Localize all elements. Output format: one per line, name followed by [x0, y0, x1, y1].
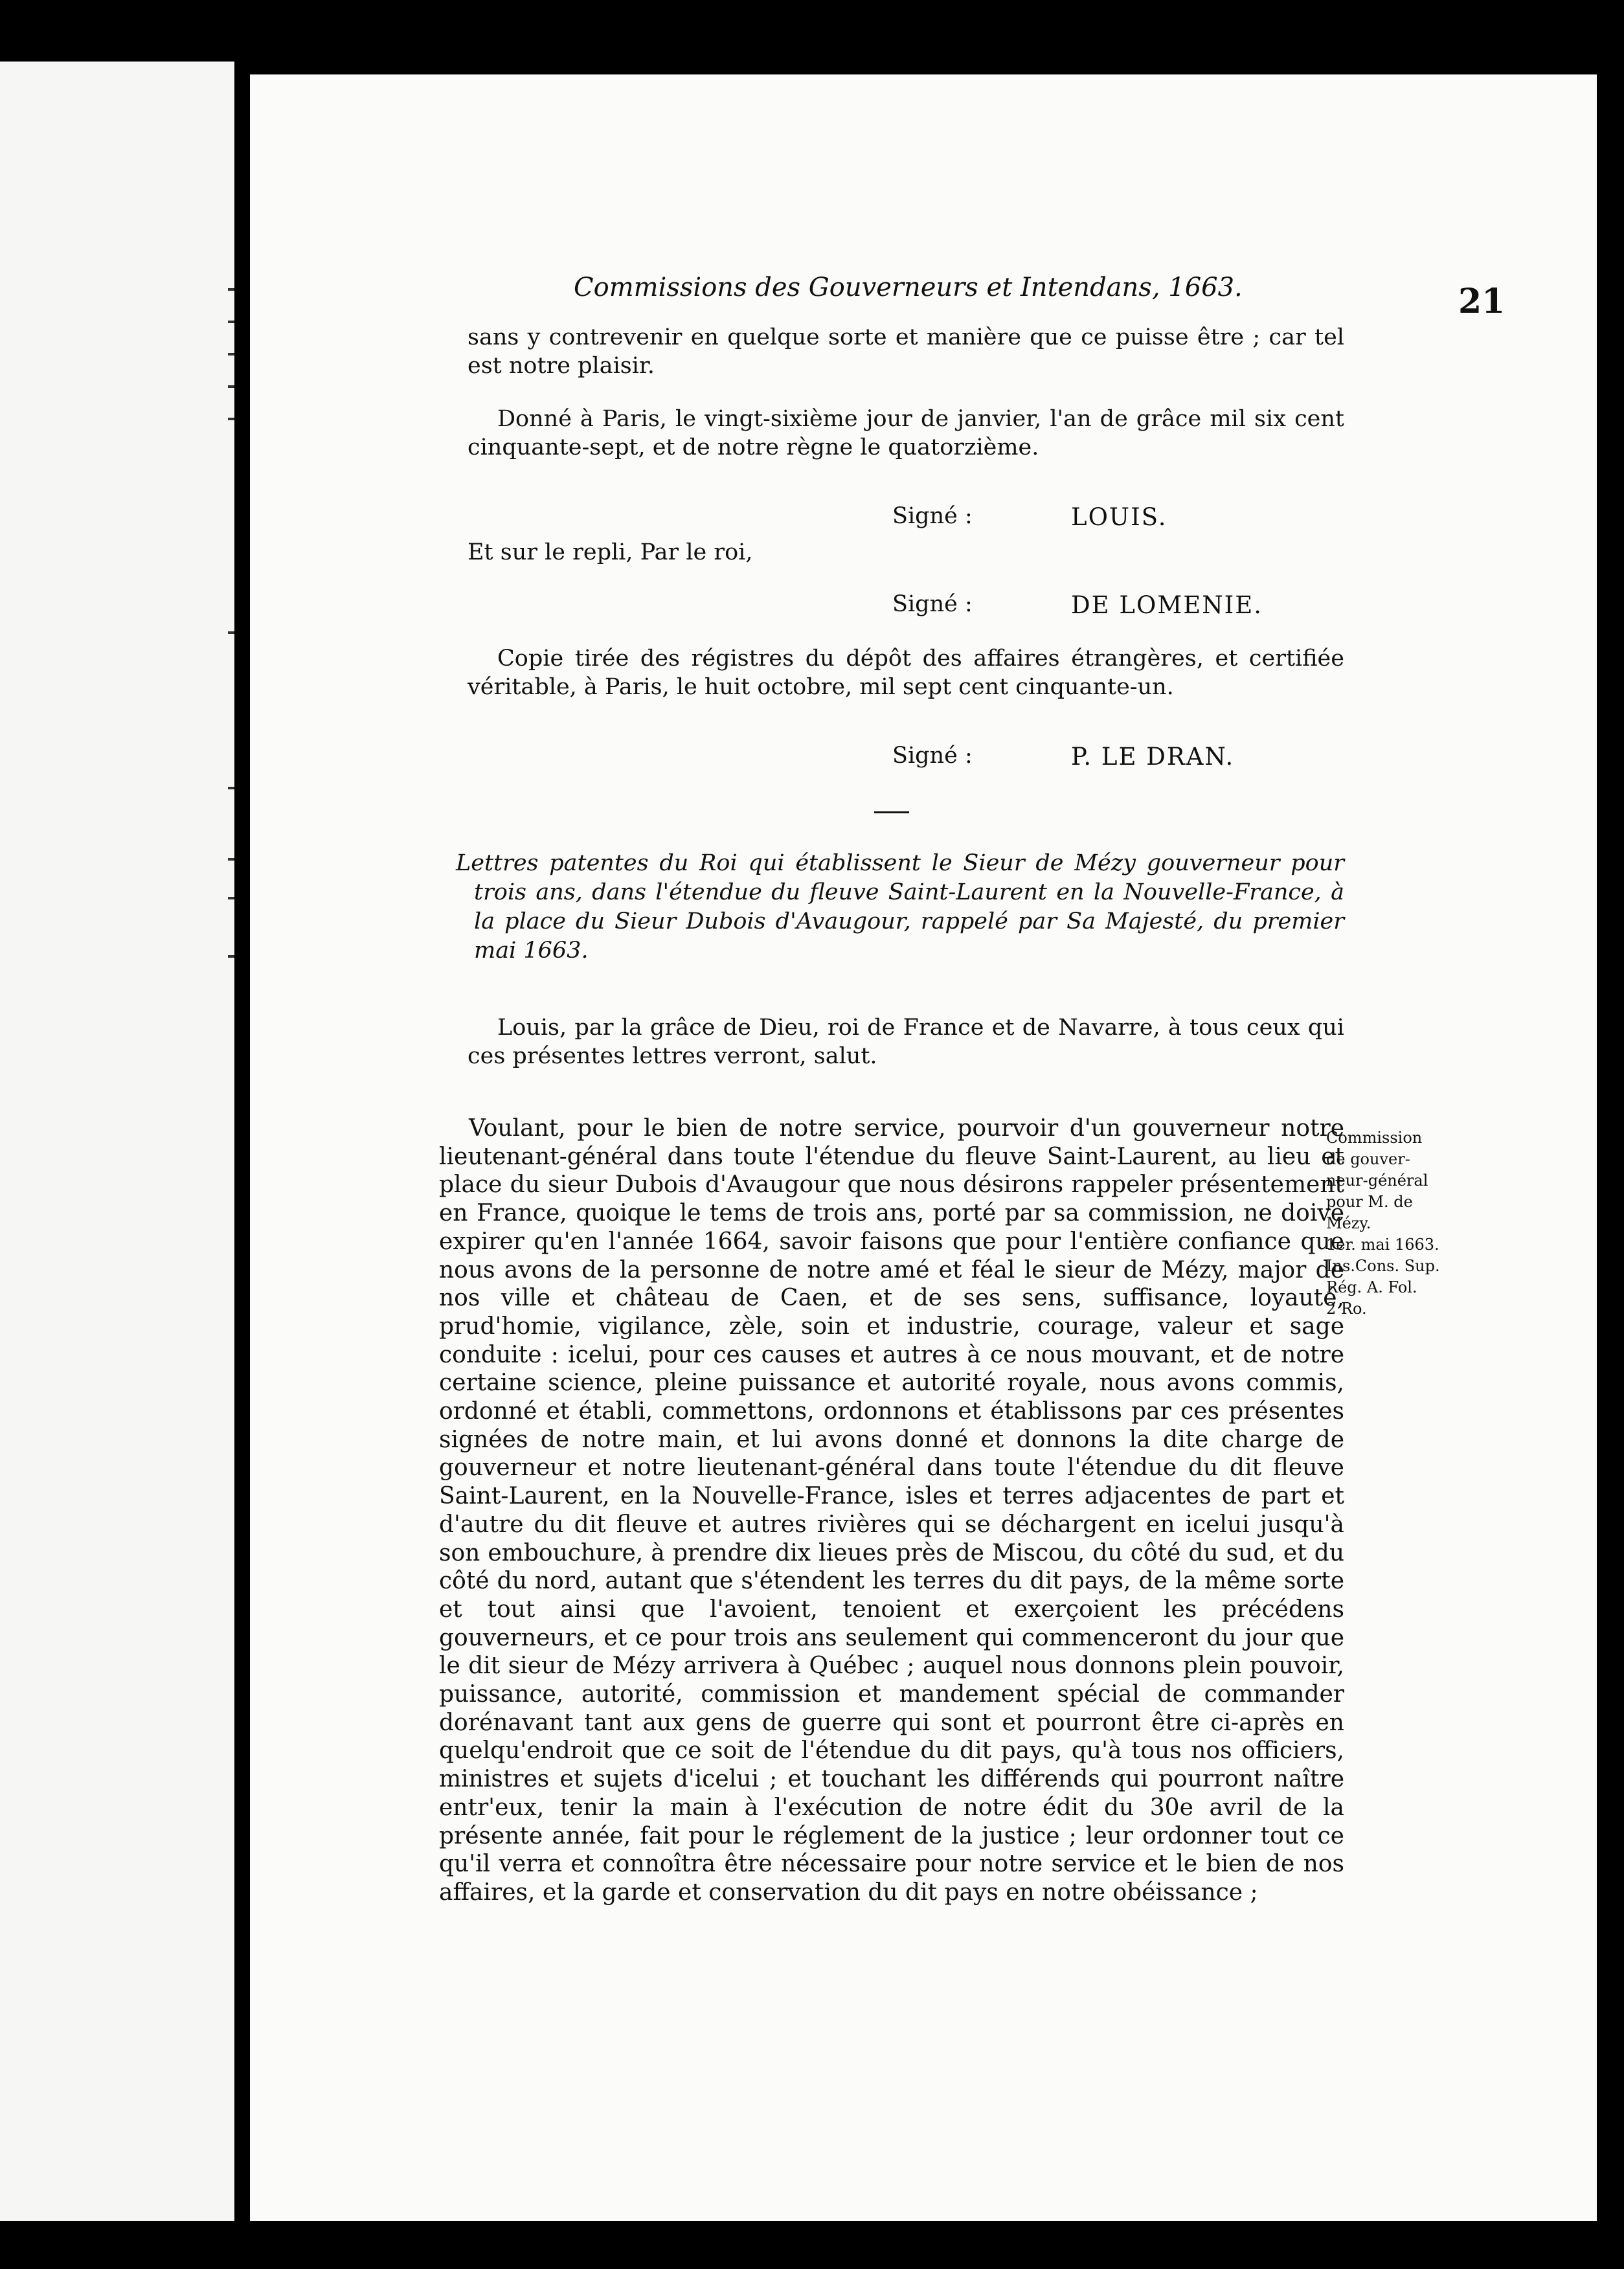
left-page-mark	[228, 787, 234, 789]
signature-label: Signé :	[892, 591, 973, 617]
left-page-mark	[228, 321, 234, 323]
document-heading: Lettres patentes du Roi qui établissent le Sieur de Mézy gouverneur pour trois ans, dans l'étendue du fleuve Saint-Laurent en la Nouvelle-France, à la place du Sieur Dubois d'Avaugour, rappelé par Sa Majesté, du premier mai 1663.	[456, 850, 1344, 964]
margin-note-line: neur-général	[1326, 1171, 1428, 1190]
salutation-paragraph: Louis, par la grâce de Dieu, roi de France et de Navarre, à tous ceux qui ces présentes lettres verront, salut.	[468, 1015, 1344, 1069]
signature-label: Signé :	[892, 743, 973, 769]
left-page-mark	[228, 858, 234, 861]
document-page	[250, 74, 1597, 2221]
page-number: 21	[1458, 282, 1506, 321]
left-page-mark	[228, 288, 234, 291]
signature-label: Signé :	[892, 503, 973, 529]
left-page-mark	[228, 353, 234, 356]
signature-name: P. LE DRAN.	[1071, 743, 1235, 771]
margin-note-line: Ins.Cons. Sup.	[1326, 1257, 1440, 1275]
left-page-mark	[228, 418, 234, 420]
margin-note-line: Rég. A. Fol.	[1326, 1278, 1417, 1296]
left-page-mark	[228, 955, 234, 958]
running-header: Commissions des Gouverneurs et Intendans, 1663.	[574, 273, 1243, 302]
margin-note	[1326, 1127, 1469, 1320]
margin-note-line: 1er. mai 1663.	[1326, 1236, 1439, 1254]
signature-name: LOUIS.	[1071, 503, 1167, 531]
left-page-mark	[228, 385, 234, 388]
left-page-mark	[228, 897, 234, 899]
margin-note-line: 2 Ro.	[1326, 1300, 1367, 1318]
copy-note-paragraph: Copie tirée des régistres du dépôt des affaires étrangères, et certifiée véritable, à Paris, le huit octobre, mil sept cent cinquante-un.	[468, 646, 1344, 700]
left-page-mark	[228, 631, 234, 634]
body-paragraph: Voulant, pour le bien de notre service, pourvoir d'un gouverneur notre lieutenant-général dans toute l'étendue du fleuve Saint-Laurent, au lieu et place du sieur Dubois d'Avaugour que nous désirons rappeler présentement en France, quoique le tems de trois ans, porté par sa commission, ne doive expirer qu'en l'année 1664, savoir faisons que pour l'entière confiance que nous avons de la personne de notre amé et féal le sieur de Mézy, major de nos ville et château de Caen, et de ses sens, suffisance, loyauté, prud'homie, vigilance, zèle, soin et industrie, courage, valeur et sage conduite : icelui, pour ces causes et autres à ce nous mouvant, et de notre certaine science, pleine puissance et autorité royale, nous avons commis, ordonné et établi, commettons, ordonnons et établissons par ces présentes signées de notre main, et lui avons donné et donnons la dite charge de gouverneur et notre lieutenant-général dans toute l'étendue du dit fleuve Saint-Laurent, en la Nouvelle-France, isles et terres adjacentes de part et d'autre du dit fleuve et autres rivières qui se déchargent en icelui jusqu'à son embouchure, à prendre dix lieues près de Miscou, du côté du sud, et du côté du nord, autant que s'étendent les terres du dit pays, de la même sorte et tout ainsi que l'avoient, tenoient et exerçoient les précédens gouverneurs, et ce pour trois ans seulement qui commenceront du jour que le dit sieur de Mézy arrivera à Québec ; auquel nous donnons plein pouvoir, puissance, autorité, commission et mandement spécial de commander dorénavant tant aux gens de guerre qui sont et pourront être ci-après en quelqu'endroit que ce soit de l'étendue du dit pays, qu'à tous nos officiers, ministres et sujets d'icelui ; et touchant les différends qui pourront naître entr'eux, tenir la main à l'exécution de notre édit du 30e avril de la présente année, fait pour le réglement de la justice ; leur ordonner tout ce qu'il verra et connoîtra être nécessaire pour notre service et le bien de nos affaires, et la garde et conservation du dit pays en notre obéissance ;	[439, 1115, 1344, 1906]
section-divider	[874, 811, 909, 813]
margin-note-line: Commission	[1326, 1129, 1423, 1147]
signature-name: DE LOMENIE.	[1071, 591, 1263, 619]
continuation-paragraph: sans y contrevenir en quelque sorte et manière que ce puisse être ; car tel est notre plaisir.	[468, 324, 1344, 379]
repli-line: Et sur le repli, Par le roi,	[468, 539, 753, 565]
left-page-edge	[0, 62, 234, 2221]
margin-note-line: Mézy.	[1326, 1214, 1371, 1232]
dated-paragraph: Donné à Paris, le vingt-sixième jour de janvier, l'an de grâce mil six cent cinquante-sept, et de notre règne le quatorzième.	[468, 406, 1344, 460]
margin-note-line: de gouver-	[1326, 1150, 1410, 1168]
margin-note-line: pour M. de	[1326, 1193, 1413, 1211]
